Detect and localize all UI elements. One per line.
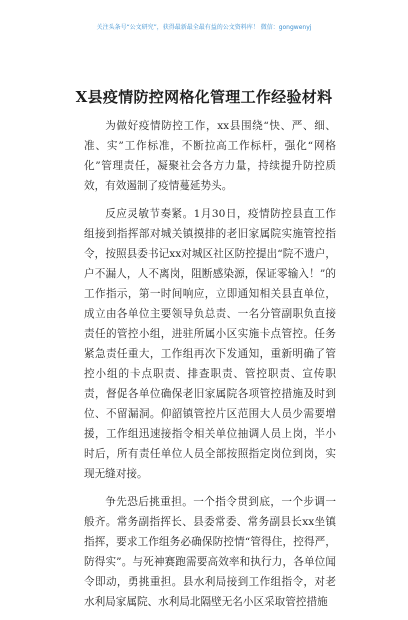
paragraph: 反应灵敏节奏紧。1月30日，疫情防控县直工作组接到指挥部对城关镇摸排的老旧家属院实施管控指令，按照县委书记xx对城区社区防控提出“院不遗户，户不漏人，人不离岗，阻断感染源，保证零输入！”的工作指示，第一时间响应，立即通知相关县直单位，成立由各单位主要领导负总责、一名分管副职负直接责任的管控小组，进驻所属小区实施卡点管控。任务紧急责任重大，工作组再次下发通知，重新明确了管控小组的卡点职责、排查职责、管控职责、宣传职责，督促各单位确保老旧家属院各项管控措施及时到位、不留漏洞。仰韶镇管控片区范围大人员少需要增援，工作组迅速接指令相关单位抽调人员上岗，半小时后，所有责任单位人员全部按照指定岗位到岗，实现无缝对接。 bbox=[84, 208, 336, 480]
document-title: X县疫情防控网格化管理工作经验材料 bbox=[75, 88, 333, 106]
header-banner: 关注头条号“公文研究”，获得最新最全最有益的公文资料库！ 微信：gongwenyj bbox=[96, 24, 312, 31]
document-body bbox=[84, 116, 336, 620]
paragraph: 争先恐后挑重担。一个指令贯到底，一个步调一般齐。常务副指挥长、县委常委、常务副县长xx坐镇指挥，要求工作组务必确保防控情“管得住，控得严，防得实”。与死神赛跑需要高效率和执行力，各单位闻令即动，勇挑重担。县水利局接到工作组指令，对老水利局家属院、水利局北隔壁无名小区采取管控措施 bbox=[84, 496, 336, 608]
paragraph: 为做好疫情防控工作，xx县围绕“快、严、细、准、实”工作标准，不断拉高工作标杆，强化“网格化”管理责任，凝聚社会各方力量，持续提升防控质效，有效遏制了疫情蔓延势头。 bbox=[84, 120, 336, 192]
